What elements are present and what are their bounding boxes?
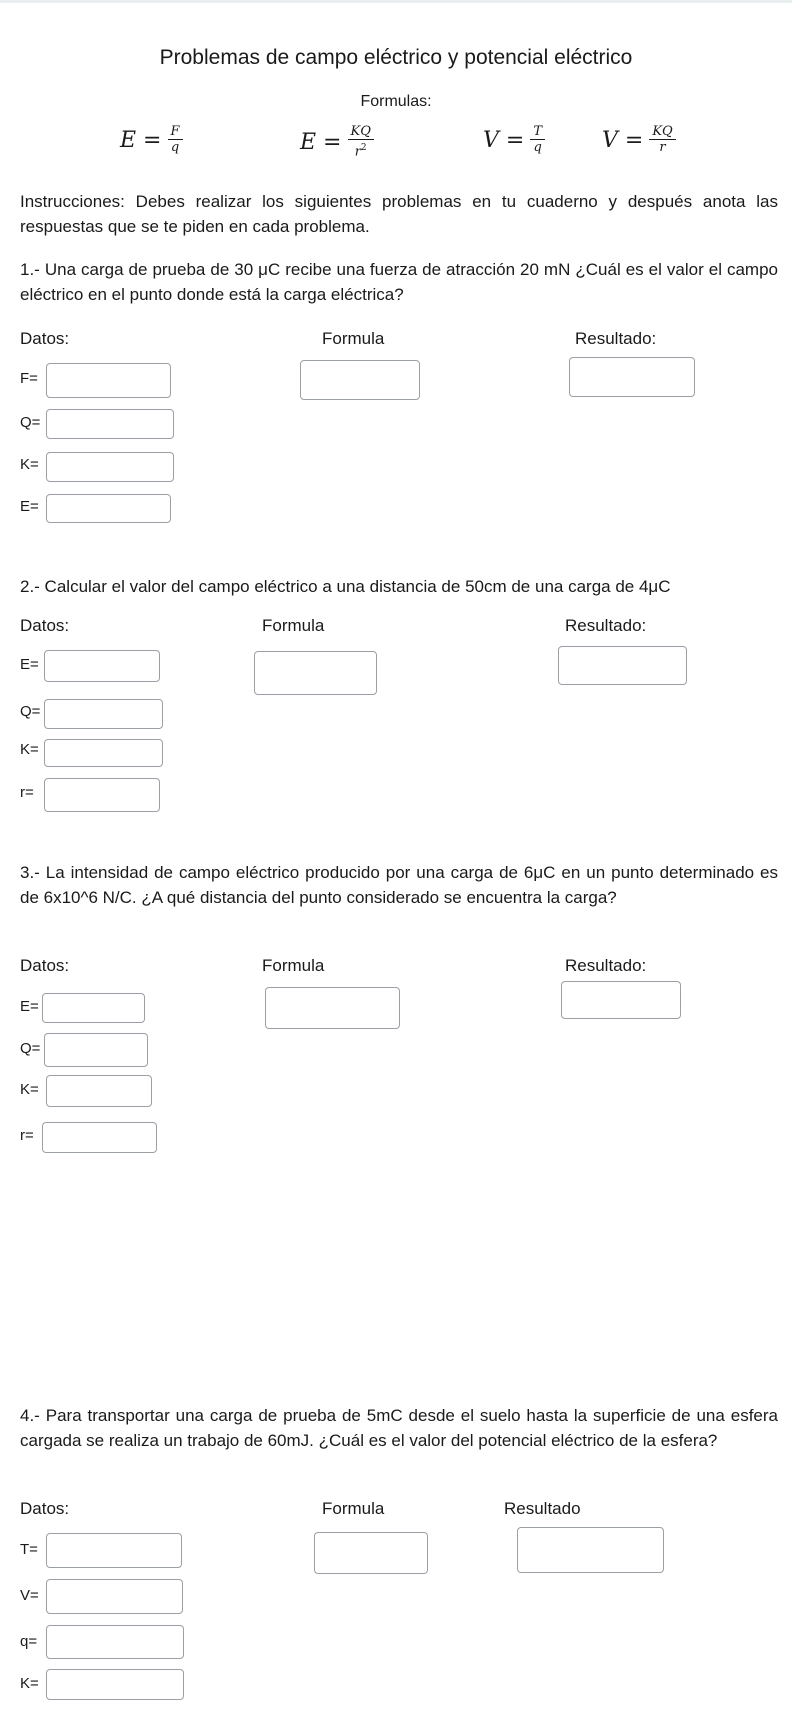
- problem-3-field-label: Q=: [20, 1040, 41, 1057]
- problem-3-field-label: r=: [20, 1127, 34, 1144]
- problem-3-field-label: E=: [20, 998, 39, 1015]
- problem-1-q-input[interactable]: [46, 409, 174, 439]
- problem-3-formula-header: Formula: [262, 956, 325, 975]
- problem-2-formula-header: Formula: [262, 616, 325, 635]
- problem-1-resultado-header: Resultado:: [575, 329, 657, 348]
- problem-4-resultado-header: Resultado: [504, 1499, 581, 1518]
- problem-1-k-input[interactable]: [46, 452, 174, 482]
- problem-2-field-label: E=: [20, 656, 39, 673]
- problem-3-text: 3.- La intensidad de campo eléctrico producido por una carga de 6μC en un punto determinado es de 6x10^6 N/C. ¿A qué distancia del punto considerado se encuentra la carga?: [20, 863, 778, 907]
- formula-potential-work: V = $\frac{T}{q}$: [483, 124, 545, 156]
- problem-2-q-input[interactable]: [44, 699, 163, 729]
- problem-4-field-label: q=: [20, 1633, 38, 1650]
- problem-4-text: 4.- Para transportar una carga de prueba de 5mC desde el suelo hasta la superficie de una esfera cargada se realiza un trabajo de 60mJ. ¿Cuál es el valor del potencial eléctrico de la esfera?: [20, 1406, 778, 1450]
- problem-2-datos-header: Datos:: [20, 616, 70, 635]
- problem-1-datos-header: Datos:: [20, 329, 70, 348]
- problem-1-field-label: F=: [20, 370, 38, 387]
- problem-4-field-label: V=: [20, 1587, 39, 1604]
- problem-2-resultado-input[interactable]: [558, 646, 687, 685]
- instructions: Instrucciones: Debes realizar los siguientes problemas en tu cuaderno y después anota las respuestas que se te piden en cada problema.: [20, 192, 778, 236]
- problem-3-datos-header: Datos:: [20, 956, 70, 975]
- formula-potential-charge-distance: V = $\frac{KQ}{r}$: [602, 124, 676, 156]
- problem-3-r-input[interactable]: [42, 1122, 157, 1153]
- problem-2-text: 2.- Calcular el valor del campo eléctrico a una distancia de 50cm de una carga de 4μC: [20, 577, 671, 596]
- problem-3-e-input[interactable]: [42, 993, 145, 1023]
- problem-4-v-input[interactable]: [46, 1579, 183, 1614]
- problem-3-k-input[interactable]: [46, 1075, 152, 1107]
- problem-1-text: 1.- Una carga de prueba de 30 μC recibe una fuerza de atracción 20 mN ¿Cuál es el valor el campo eléctrico en el punto donde está la carga eléctrica?: [20, 260, 778, 304]
- problem-3-resultado-header: Resultado:: [565, 956, 647, 975]
- problem-2-e-input[interactable]: [44, 650, 160, 682]
- problem-3-q-input[interactable]: [44, 1033, 148, 1067]
- problem-4-q-input[interactable]: [46, 1625, 184, 1659]
- formula-field-force: E = $\frac{F}{q}$: [120, 124, 183, 156]
- problem-2-field-label: r=: [20, 784, 34, 801]
- problem-4-k-input[interactable]: [46, 1669, 184, 1700]
- problem-1-formula-input[interactable]: [300, 360, 420, 400]
- problem-2-field-label: Q=: [20, 703, 41, 720]
- problem-1-f-input[interactable]: [46, 363, 171, 398]
- problem-2-r-input[interactable]: [44, 778, 160, 812]
- problem-2-formula-input[interactable]: [254, 651, 377, 695]
- problem-2-k-input[interactable]: [44, 739, 163, 767]
- problem-2-field-label: K=: [20, 741, 39, 758]
- problem-4-field-label: K=: [20, 1675, 39, 1692]
- page-title: Problemas de campo eléctrico y potencial eléctrico: [159, 46, 633, 69]
- problem-4-formula-input[interactable]: [314, 1532, 428, 1574]
- problem-3-resultado-input[interactable]: [561, 981, 681, 1019]
- problem-4-formula-header: Formula: [322, 1499, 385, 1518]
- problem-4-t-input[interactable]: [46, 1533, 182, 1568]
- formula-field-charge-distance: E = $\frac{KQ}{r^2}$: [300, 124, 374, 160]
- problem-1-e-input[interactable]: [46, 494, 171, 523]
- problem-1-field-label: Q=: [20, 414, 41, 431]
- problem-4-resultado-input[interactable]: [517, 1527, 664, 1573]
- problem-1-field-label: E=: [20, 498, 39, 515]
- problem-1-formula-header: Formula: [322, 329, 385, 348]
- problem-1-field-label: K=: [20, 456, 39, 473]
- problem-1-resultado-input[interactable]: [569, 357, 695, 397]
- top-border: [0, 0, 792, 3]
- problem-4-datos-header: Datos:: [20, 1499, 70, 1518]
- problem-3-formula-input[interactable]: [265, 987, 400, 1029]
- problem-2-resultado-header: Resultado:: [565, 616, 647, 635]
- problem-3-field-label: K=: [20, 1081, 39, 1098]
- formulas-label: Formulas:: [360, 93, 432, 110]
- problem-4-field-label: T=: [20, 1541, 38, 1558]
